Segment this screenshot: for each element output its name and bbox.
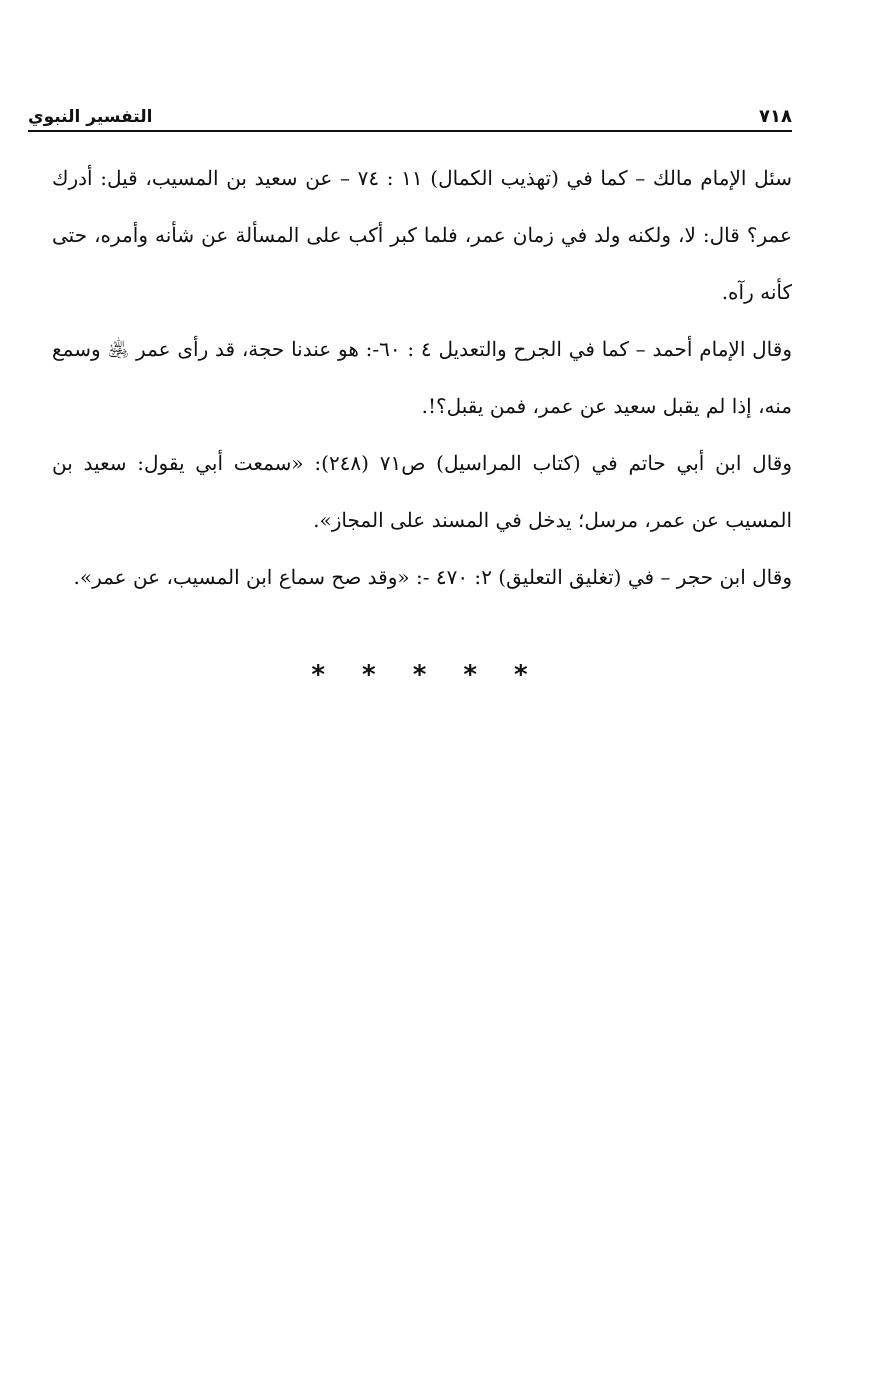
section-separator: * * * * *: [311, 660, 542, 690]
running-title: التفسير النبوي: [28, 107, 153, 127]
paragraph-ahmad: وقال الإمام أحمد – كما في الجرح والتعديل ٤ : ٦٠-: هو عندنا حجة، قد رأى عمر ﵁ وسمع منه، إذا لم يقبل سعيد عن عمر، فمن يقبل؟!.: [52, 337, 792, 418]
paragraph-malik: سئل الإمام مالك – كما في (تهذيب الكمال) ١١ : ٧٤ – عن سعيد بن المسيب، قيل: أدرك عمر؟ قال: لا، ولكنه ولد في زمان عمر، فلما كبر أكب على المسألة عن شأنه وأمره، حتى كأنه رآه.: [52, 166, 793, 304]
page-header: [28, 100, 792, 132]
paragraph-ibn-hajar: وقال ابن حجر – في (تغليق التعليق) ٢: ٤٧٠ -: «وقد صح سماع ابن المسيب، عن عمر».: [73, 565, 792, 589]
page-number: ٧١٨: [759, 106, 792, 127]
paragraph-ibn-abi-hatim: وقال ابن أبي حاتم في (كتاب المراسيل) ص٧١ (٢٤٨): «سمعت أبي يقول: سعيد بن المسيب عن عمر، مرسل؛ يدخل في المسند على المجاز».: [52, 451, 793, 532]
body-text: [52, 150, 792, 606]
